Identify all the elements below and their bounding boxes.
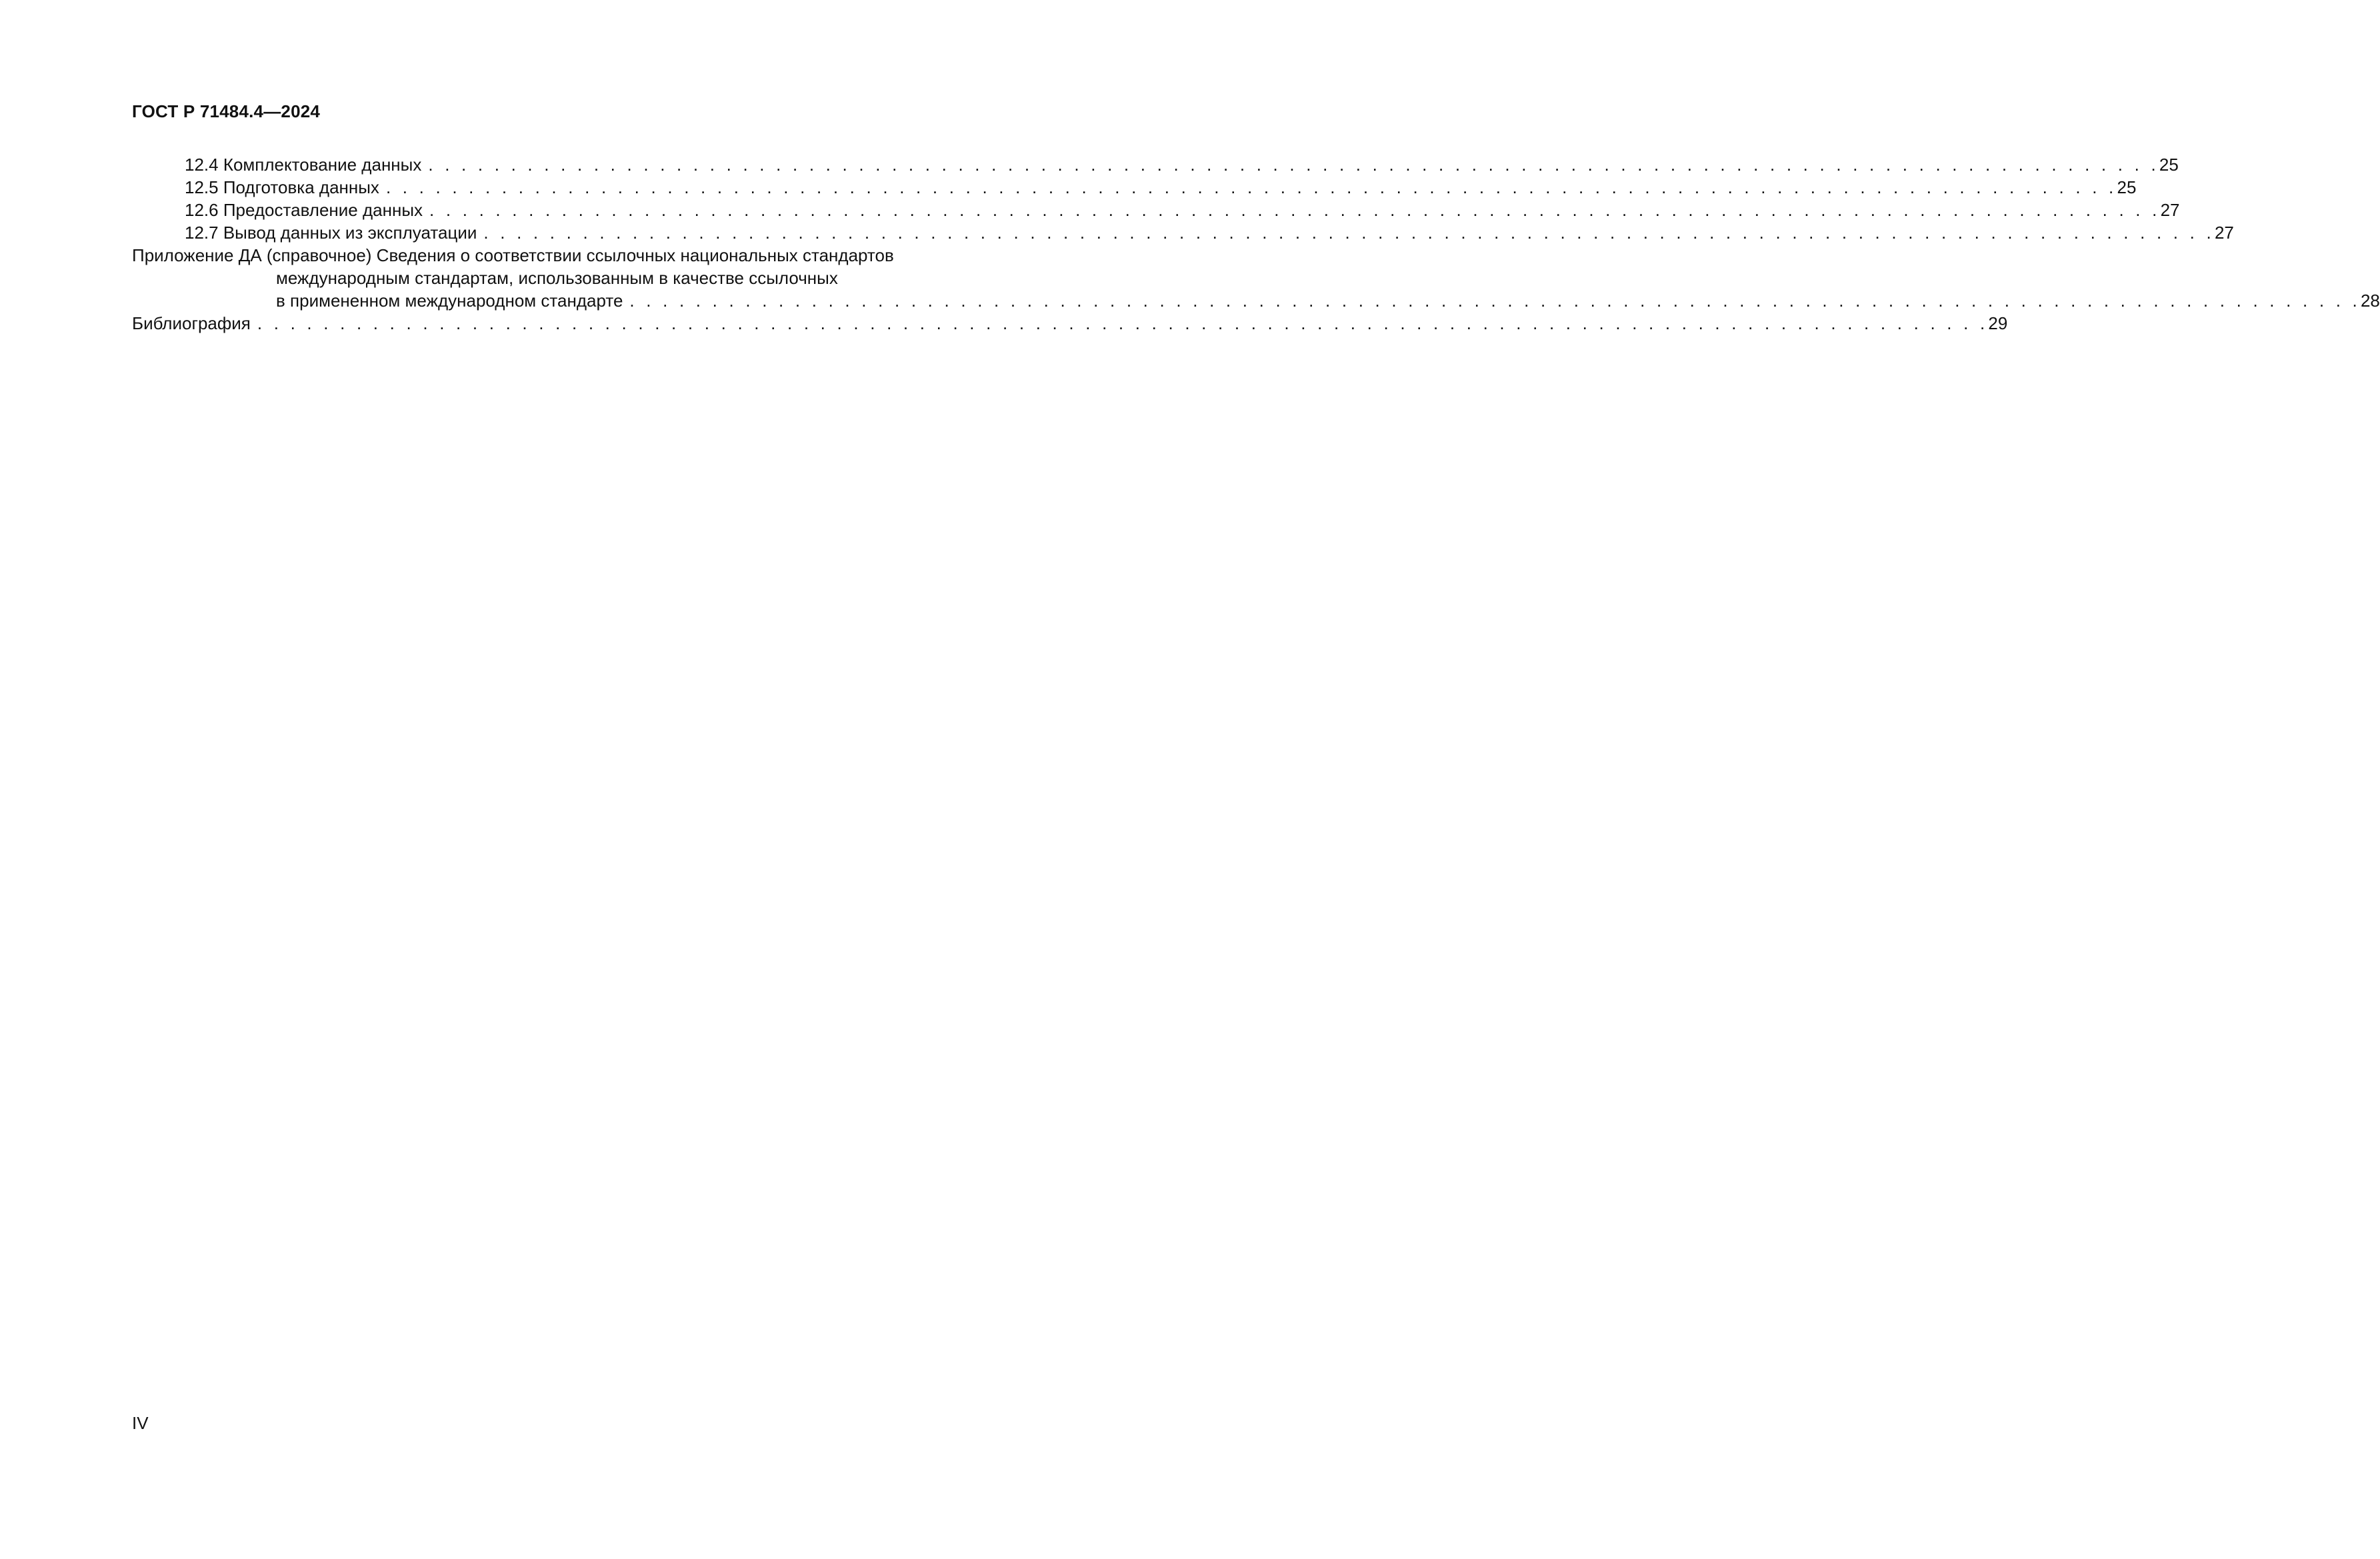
toc-leader-dots: . . . . . . . . . . . . . . . . . . . . . . . . . . . . . . . . . . . . . . . . . . . . . . . . . . . . . . . . . . . . . . . . . . . . . . . . . . . . . . . . . . . . . . . . . . . . . . . . . . . . . . . . . — [257, 313, 1989, 333]
toc-entry-title: 12.6 Предоставление данных — [185, 200, 423, 220]
toc-appendix-title-cont: в примененном международном стандарте — [276, 291, 623, 311]
toc-entry-title: Библиография — [132, 313, 251, 333]
toc-entry-page: 25 — [2159, 155, 2179, 175]
toc-entry-title: 12.5 Подготовка данных — [185, 177, 379, 197]
toc-entry-title: 12.7 Вывод данных из эксплуатации — [185, 223, 477, 243]
toc-leader-dots: . . . . . . . . . . . . . . . . . . . . . . . . . . . . . . . . . . . . . . . . . . . . . . . . . . . . . . . . . . . . . . . . . . . . . . . . . . . . . . . . . . . . . . . . . . . . . . . . . . . . . . . . . — [385, 177, 2117, 197]
toc-leader-dots: . . . . . . . . . . . . . . . . . . . . . . . . . . . . . . . . . . . . . . . . . . . . . . . . . . . . . . . . . . . . . . . . . . . . . . . . . . . . . . . . . . . . . . . . . . . . . . . . . . . . . . . . . — [428, 155, 2159, 175]
toc-appendix-line-2 — [132, 267, 1028, 289]
toc-entry-page: 27 — [2214, 223, 2234, 243]
toc-entry[interactable] — [132, 221, 2234, 244]
toc-entry[interactable] — [132, 153, 2179, 176]
toc-entry-title: 12.4 Комплектование данных — [185, 155, 422, 175]
toc-leader-dots: . . . . . . . . . . . . . . . . . . . . . . . . . . . . . . . . . . . . . . . . . . . . . . . . . . . . . . . . . . . . . . . . . . . . . . . . . . . . . . . . . . . . . . . . . . . . . . . . . . . . . . . . . — [629, 291, 2361, 311]
toc-entry[interactable] — [132, 176, 2137, 199]
toc-entry-page: 27 — [2160, 200, 2180, 220]
toc-leader-dots: . . . . . . . . . . . . . . . . . . . . . . . . . . . . . . . . . . . . . . . . . . . . . . . . . . . . . . . . . . . . . . . . . . . . . . . . . . . . . . . . . . . . . . . . . . . . . . . . . . . . . . . . . — [483, 223, 2215, 243]
toc-entry-page: 29 — [1988, 313, 2008, 333]
toc-appendix-line-1 — [132, 244, 1028, 267]
document-id-header: ГОСТ Р 71484.4—2024 — [132, 101, 321, 121]
toc-appendix-title-cont: международным стандартам, использованным в качестве ссылочных — [276, 268, 838, 288]
toc-appendix-line-3 — [132, 289, 2380, 312]
toc-entry-page: 25 — [2117, 177, 2137, 197]
toc-entry-appendix[interactable] — [132, 244, 2380, 312]
toc-appendix-title: Приложение ДА (справочное) Сведения о соответствии ссылочных национальных стандартов — [132, 245, 894, 265]
table-of-contents — [132, 153, 2380, 335]
toc-leader-dots: . . . . . . . . . . . . . . . . . . . . . . . . . . . . . . . . . . . . . . . . . . . . . . . . . . . . . . . . . . . . . . . . . . . . . . . . . . . . . . . . . . . . . . . . . . . . . . . . . . . . . . . . . — [429, 200, 2161, 220]
toc-entry-page: 28 — [2360, 291, 2380, 311]
page-number: IV — [132, 1413, 149, 1433]
toc-entry-bibliography[interactable] — [132, 312, 2008, 335]
toc-entry[interactable] — [132, 199, 2180, 221]
